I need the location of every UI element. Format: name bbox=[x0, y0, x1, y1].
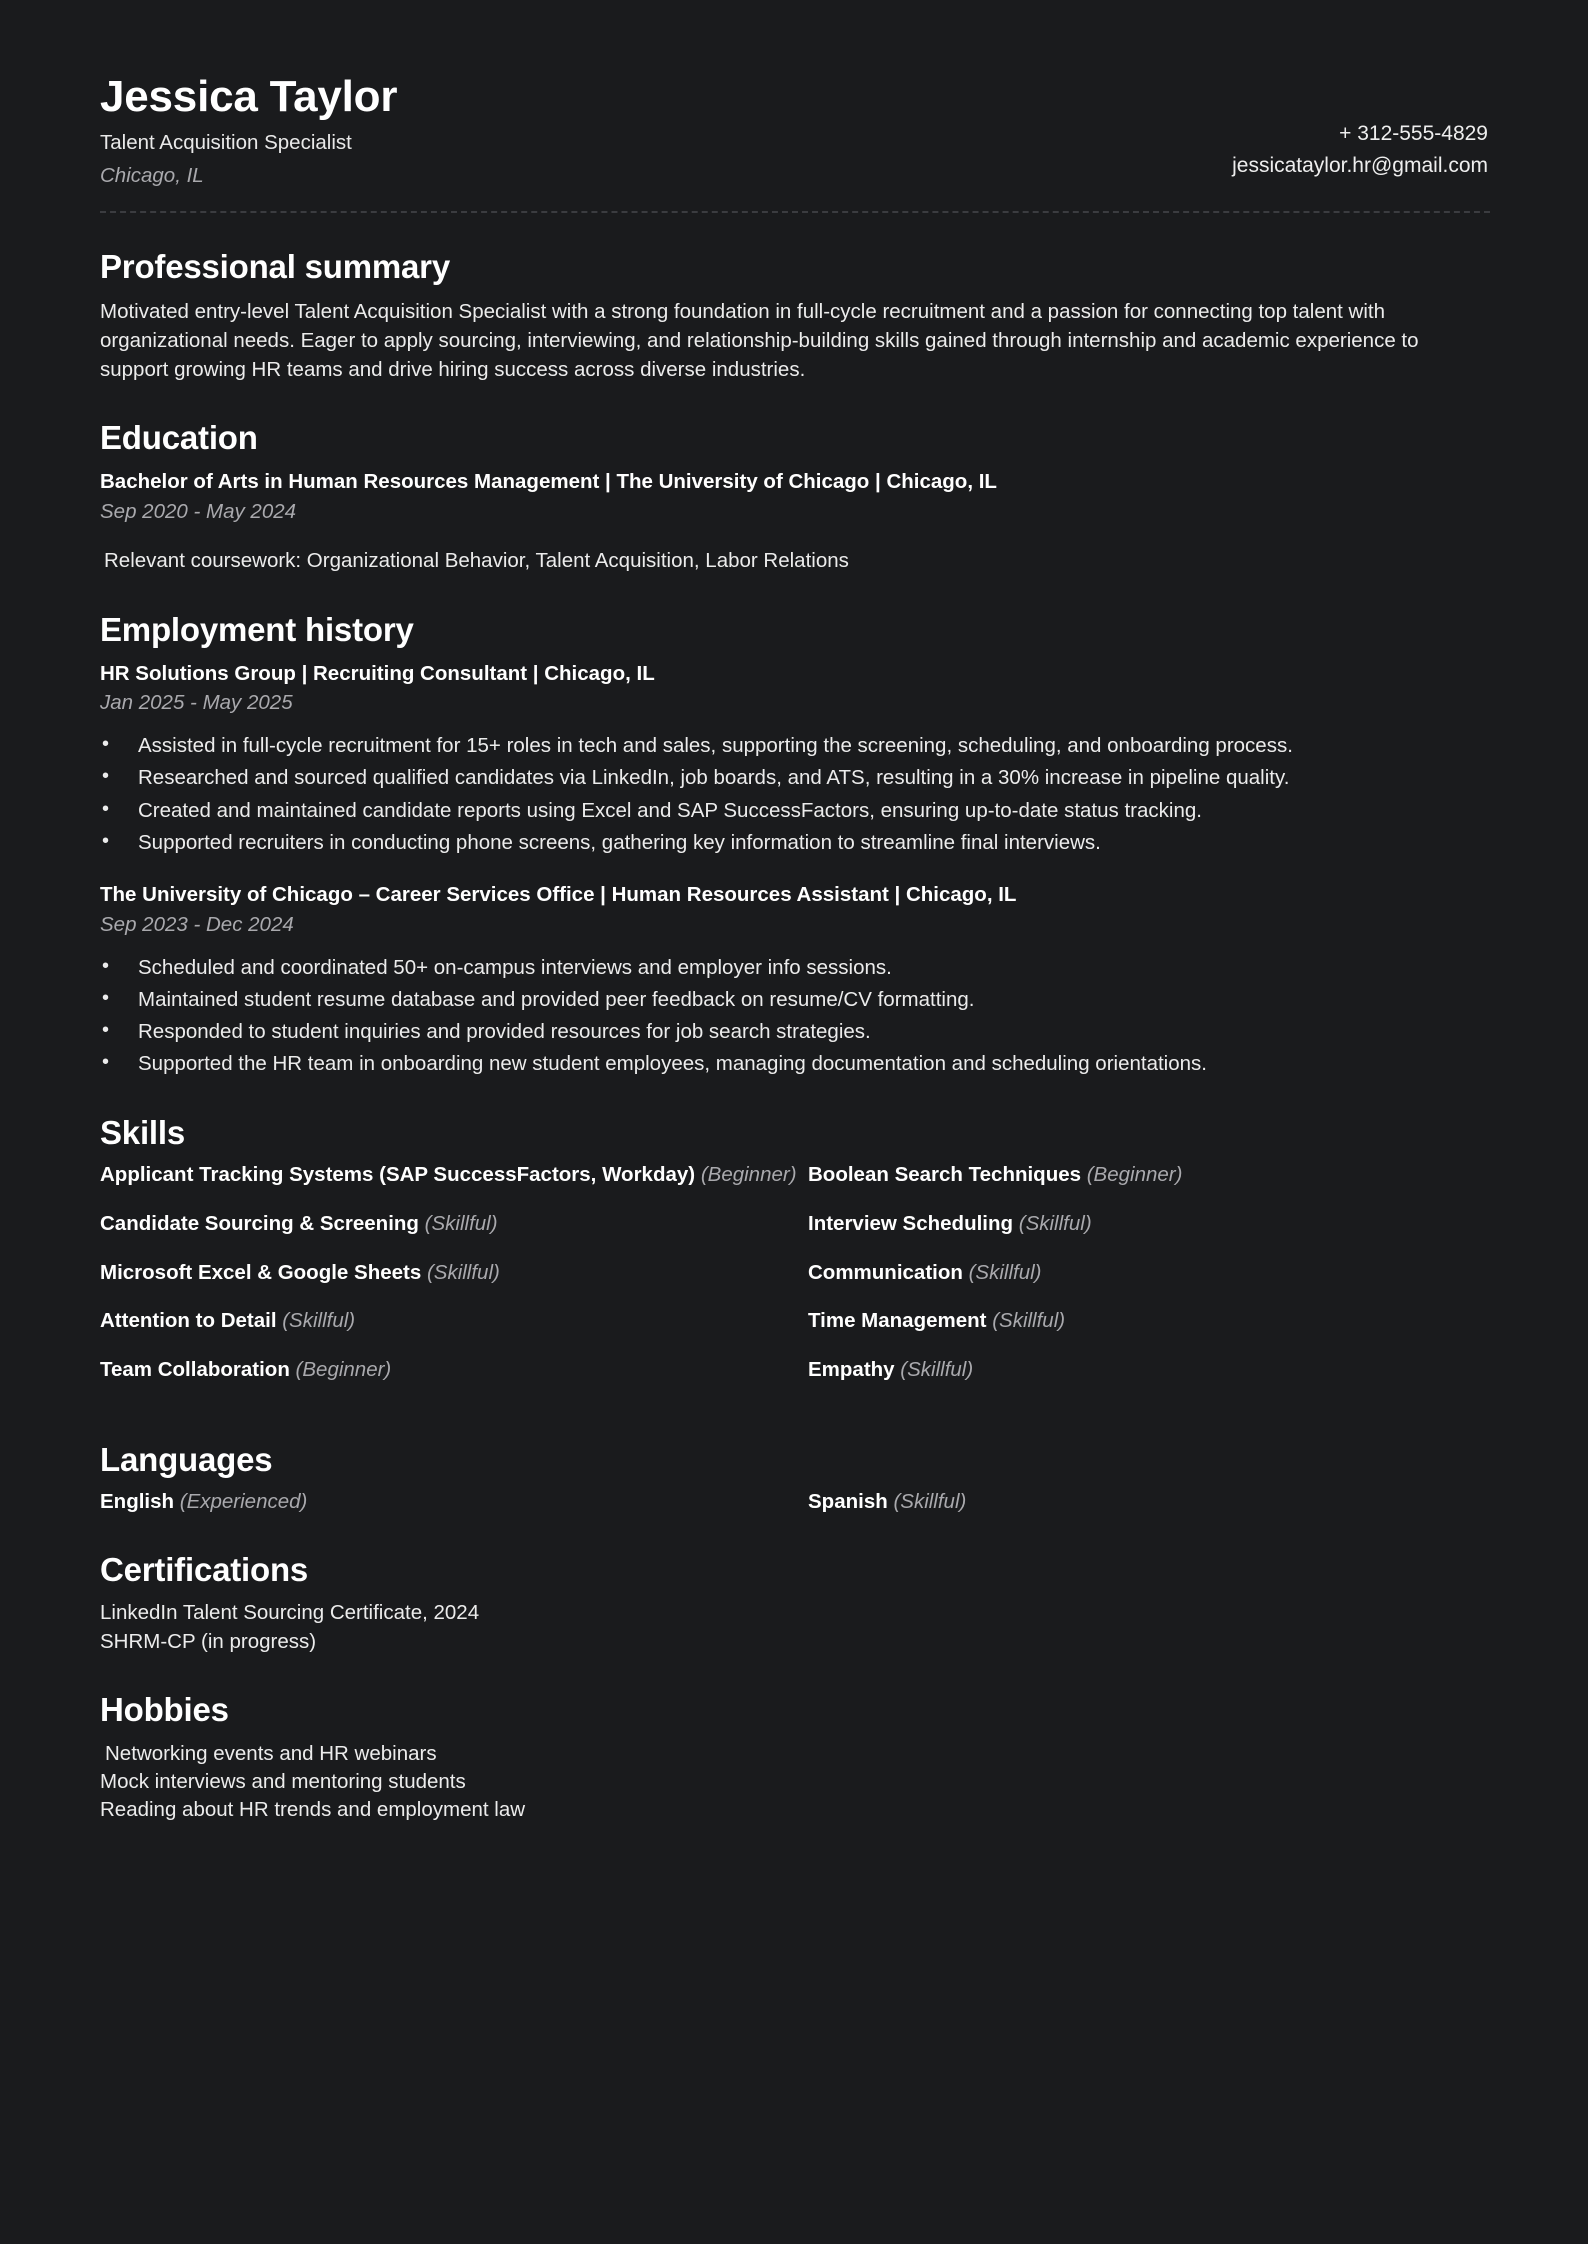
section-certifications bbox=[100, 1550, 1488, 1656]
skill-item bbox=[808, 1260, 1488, 1309]
hobby-line: Mock interviews and mentoring students bbox=[100, 1769, 466, 1793]
job-bullet: • Supported the HR team in onboarding new student employees, managing documentation and scheduling orientations. bbox=[100, 1050, 1488, 1078]
section-title-education: Education bbox=[100, 419, 258, 457]
candidate-job-title: Talent Acquisition Specialist bbox=[100, 131, 352, 155]
skill-name: Boolean Search Techniques bbox=[808, 1163, 1082, 1187]
job-entry bbox=[100, 660, 1488, 858]
skill-name: Time Management bbox=[808, 1309, 987, 1333]
skill-level: (Skillful) bbox=[282, 1309, 356, 1333]
skill-level: (Skillful) bbox=[424, 1212, 498, 1235]
job-bullet: • Responded to student inquiries and provided resources for job search strategies. bbox=[100, 1018, 1488, 1046]
job-bullet: • Maintained student resume database and provided peer feedback on resume/CV formatting. bbox=[100, 986, 1488, 1014]
section-title-certifications: Certifications bbox=[100, 1550, 309, 1588]
skill-item bbox=[100, 1308, 800, 1357]
skill-item bbox=[808, 1357, 1488, 1406]
skill-item bbox=[100, 1357, 800, 1406]
skill-item bbox=[100, 1162, 800, 1211]
job-date: Sep 2023 - Dec 2024 bbox=[100, 912, 294, 936]
language-item bbox=[808, 1489, 1488, 1516]
education-heading: Bachelor of Arts in Human Resources Management | The University of Chicago | Chicago, IL bbox=[100, 469, 997, 493]
section-skills bbox=[100, 1113, 1488, 1406]
skill-level: (Skillful) bbox=[1018, 1212, 1092, 1235]
skill-level: (Skillful) bbox=[900, 1357, 974, 1381]
certification-line: SHRM-CP (in progress) bbox=[100, 1629, 317, 1653]
language-level: (Skillful) bbox=[893, 1490, 967, 1514]
job-bullet: • Supported recruiters in conducting phone screens, gathering key information to streamline final interviews. bbox=[100, 829, 1488, 857]
job-bullet: • Scheduled and coordinated 50+ on-campus interviews and employer info sessions. bbox=[100, 954, 1488, 982]
skill-name: Applicant Tracking Systems (SAP SuccessFactors, Workday) bbox=[100, 1163, 696, 1187]
skill-name: Empathy bbox=[808, 1357, 895, 1381]
skill-level: (Skillful) bbox=[426, 1260, 500, 1284]
section-professional-summary bbox=[100, 247, 1488, 384]
skill-level: (Skillful) bbox=[992, 1309, 1066, 1333]
job-bullet: • Researched and sourced qualified candidates via LinkedIn, job boards, and ATS, resulting in a 30% increase in pipeline quality. bbox=[100, 764, 1488, 792]
section-employment-history bbox=[100, 610, 1488, 1079]
section-title-employment: Employment history bbox=[100, 611, 414, 649]
certification-line: LinkedIn Talent Sourcing Certificate, 2024 bbox=[100, 1601, 480, 1625]
languages-grid bbox=[100, 1489, 1488, 1516]
header-divider bbox=[100, 211, 1490, 213]
skill-item bbox=[808, 1211, 1488, 1260]
summary-text: Motivated entry-level Talent Acquisition Specialist with a strong foundation in full-cycle recruitment and a passion for connecting top talent with organizational needs. Eager to apply sourcing, interviewing, and relationship-building skills gained through internship and academic experience to support growing HR teams and drive hiring success across diverse industries. bbox=[100, 300, 1419, 382]
job-entry bbox=[100, 881, 1488, 1079]
section-title-languages: Languages bbox=[100, 1440, 273, 1478]
contact-phone[interactable]: + 312-555-4829 bbox=[1339, 122, 1488, 145]
skill-level: (Beginner) bbox=[295, 1357, 392, 1381]
candidate-location: Chicago, IL bbox=[100, 163, 204, 187]
section-title-summary: Professional summary bbox=[100, 248, 450, 286]
hobby-line: Networking events and HR webinars bbox=[105, 1741, 437, 1765]
job-bullet-list bbox=[100, 732, 1488, 857]
job-heading: The University of Chicago – Career Services Office | Human Resources Assistant | Chicago, IL bbox=[100, 883, 1017, 907]
job-date: Jan 2025 - May 2025 bbox=[100, 691, 293, 715]
section-hobbies bbox=[100, 1690, 1488, 1824]
job-bullet: • Created and maintained candidate reports using Excel and SAP SuccessFactors, ensuring up-to-date status tracking. bbox=[100, 797, 1488, 825]
contact-block bbox=[1232, 74, 1488, 181]
job-heading: HR Solutions Group | Recruiting Consultant | Chicago, IL bbox=[100, 661, 655, 685]
skill-item bbox=[808, 1308, 1488, 1357]
education-date: Sep 2020 - May 2024 bbox=[100, 499, 297, 523]
section-title-skills: Skills bbox=[100, 1113, 186, 1151]
skills-grid bbox=[100, 1162, 1488, 1405]
candidate-name: Jessica Taylor bbox=[100, 72, 398, 121]
job-bullet: • Assisted in full-cycle recruitment for 15+ roles in tech and sales, supporting the screening, scheduling, and onboarding process. bbox=[100, 732, 1488, 760]
skill-name: Team Collaboration bbox=[100, 1357, 290, 1381]
skill-level: (Skillful) bbox=[968, 1260, 1042, 1284]
skill-item bbox=[100, 1260, 800, 1309]
skill-level: (Beginner) bbox=[700, 1163, 797, 1187]
skill-name: Attention to Detail bbox=[100, 1309, 277, 1333]
job-bullet-list bbox=[100, 954, 1488, 1079]
skill-item bbox=[100, 1211, 800, 1260]
identity-block bbox=[100, 74, 397, 189]
language-name: English bbox=[100, 1490, 175, 1514]
skill-item bbox=[808, 1162, 1488, 1211]
language-level: (Experienced) bbox=[179, 1490, 308, 1514]
section-languages bbox=[100, 1440, 1488, 1516]
education-entry bbox=[100, 468, 1488, 576]
skill-name: Microsoft Excel & Google Sheets bbox=[100, 1260, 422, 1284]
contact-email[interactable]: jessicataylor.hr@gmail.com bbox=[1232, 153, 1488, 177]
education-coursework: Relevant coursework: Organizational Behavior, Talent Acquisition, Labor Relations bbox=[104, 549, 849, 573]
language-item bbox=[100, 1489, 800, 1516]
skill-level: (Beginner) bbox=[1086, 1163, 1183, 1187]
skill-name: Interview Scheduling bbox=[808, 1212, 1014, 1235]
resume-header bbox=[100, 0, 1488, 189]
hobby-line: Reading about HR trends and employment law bbox=[100, 1798, 526, 1822]
language-name: Spanish bbox=[808, 1490, 888, 1514]
section-title-hobbies: Hobbies bbox=[100, 1690, 229, 1728]
skill-name: Candidate Sourcing & Screening bbox=[100, 1212, 419, 1235]
skill-name: Communication bbox=[808, 1260, 963, 1284]
section-education bbox=[100, 418, 1488, 576]
